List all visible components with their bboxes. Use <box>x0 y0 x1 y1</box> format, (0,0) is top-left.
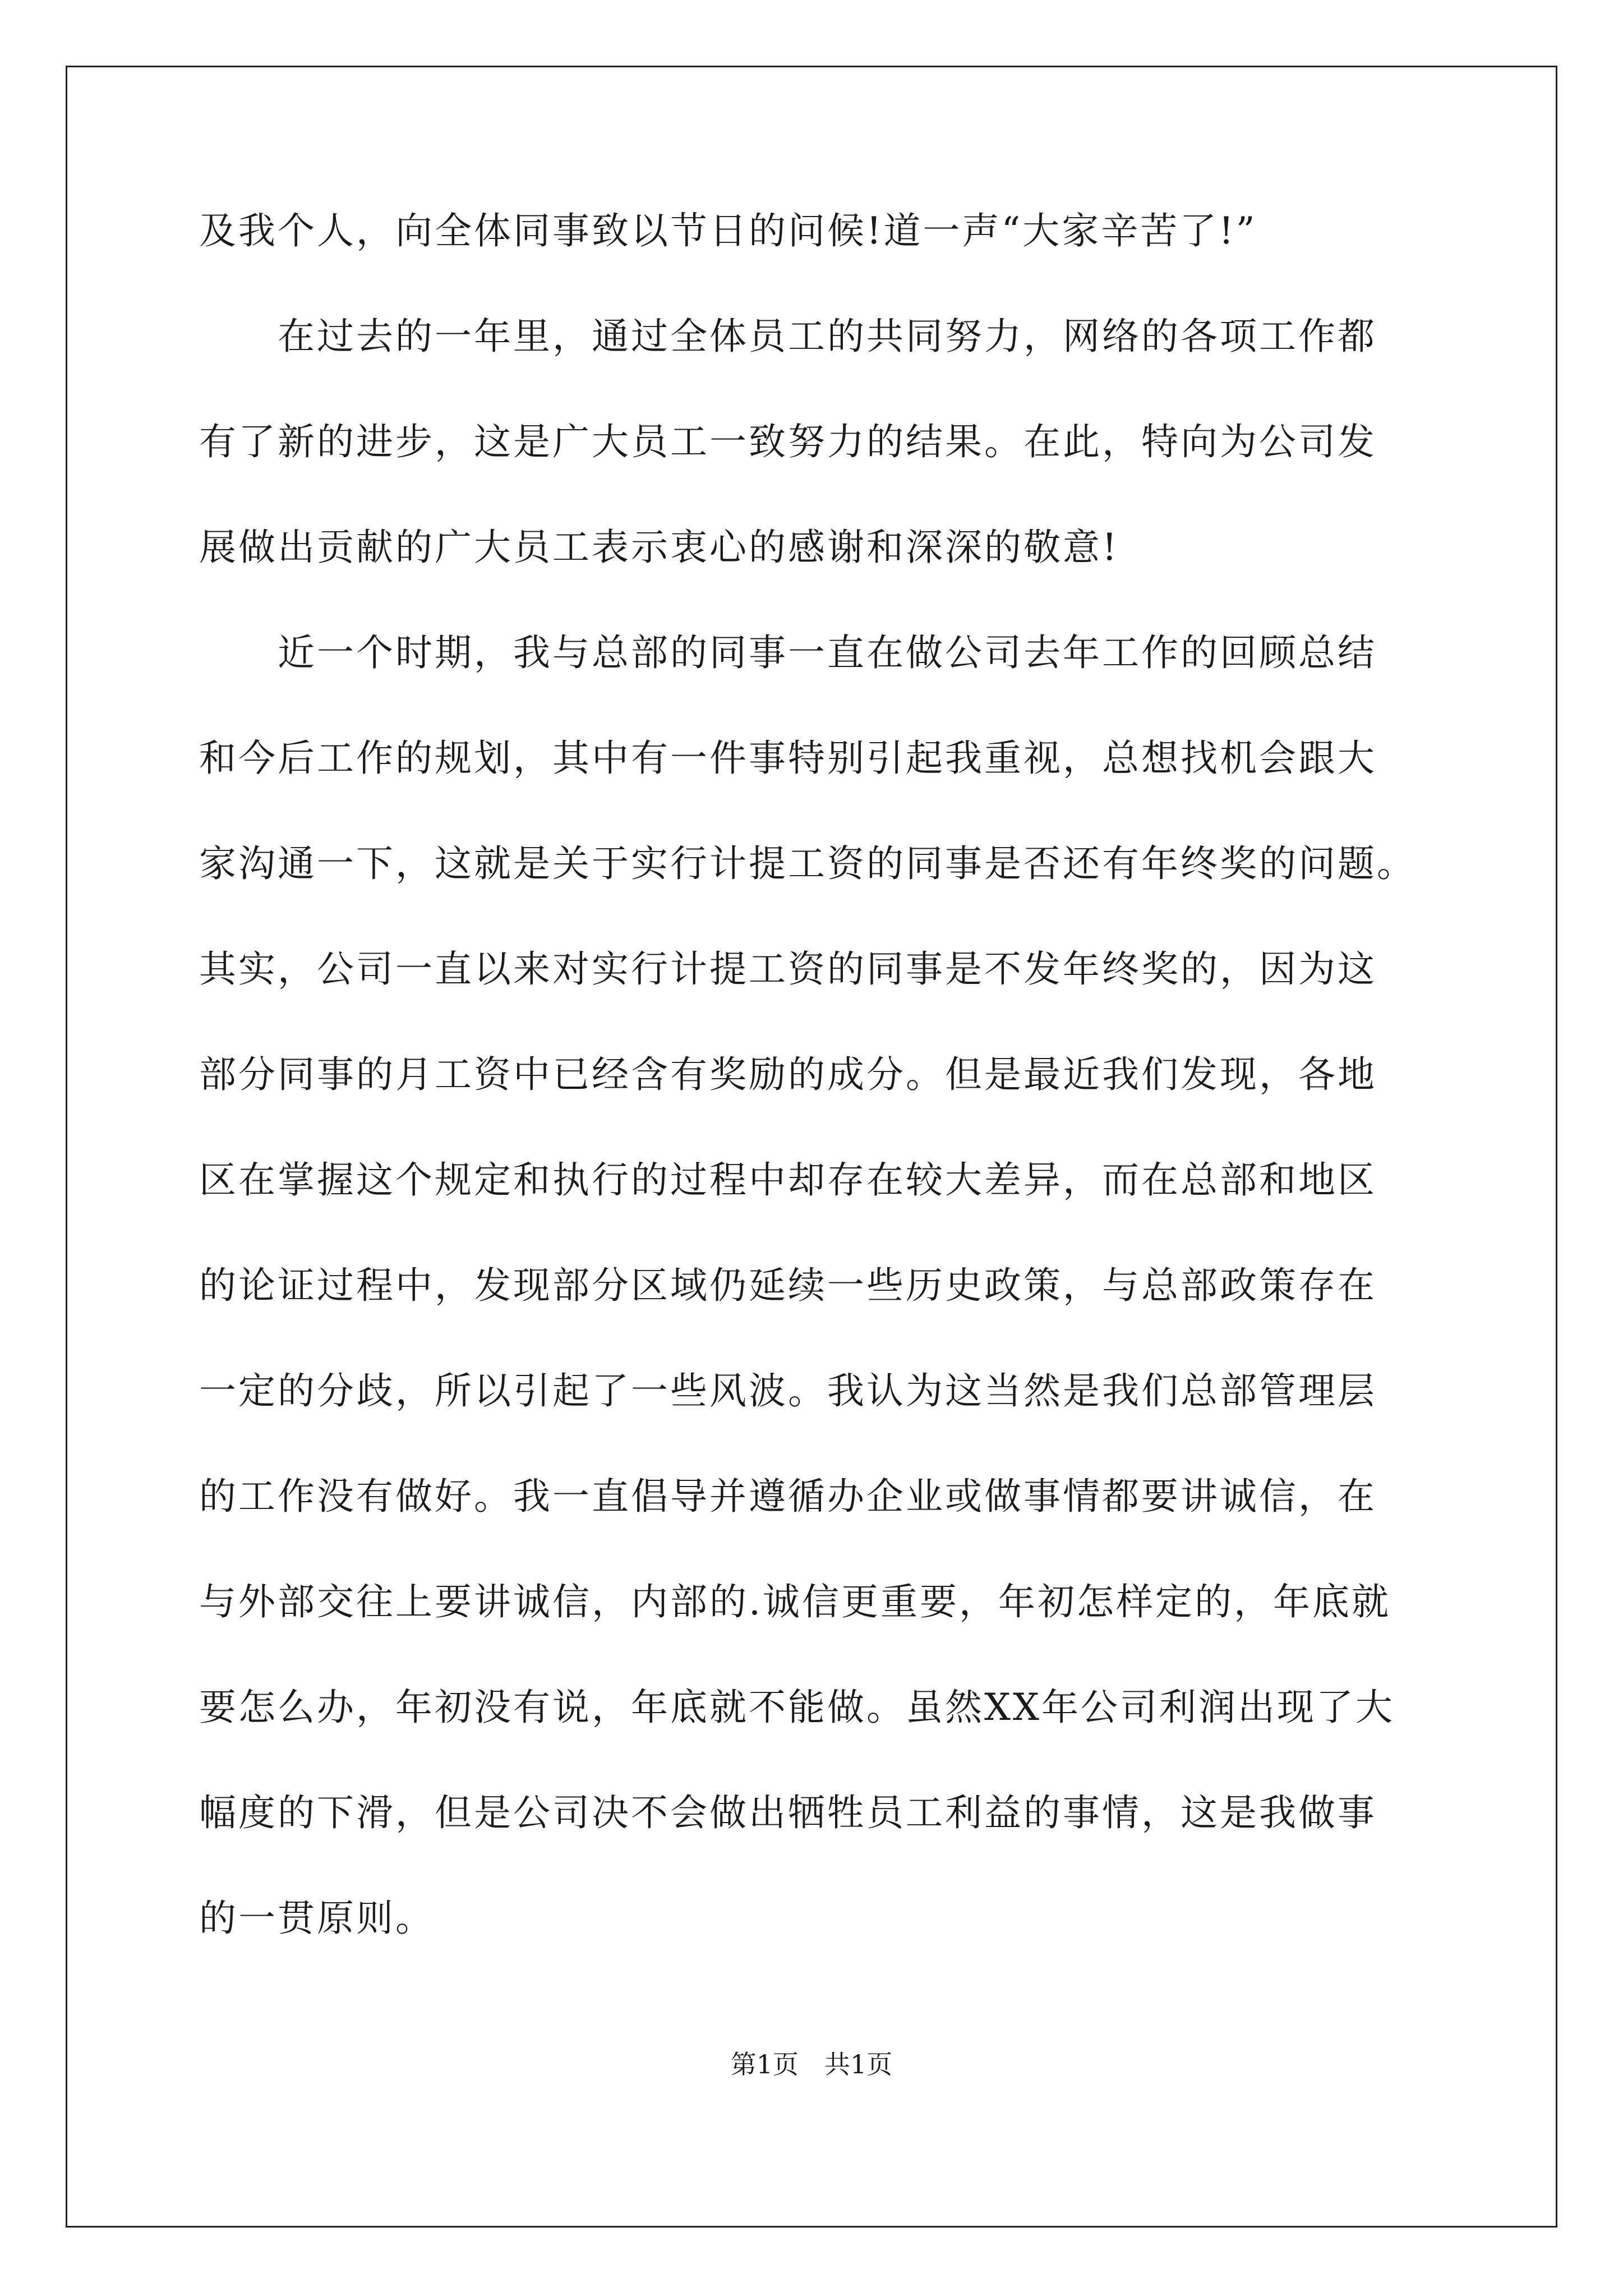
body-line: 幅度的下滑，但是公司决不会做出牺牲员工利益的事情，这是我做事 <box>199 1791 1377 1834</box>
body-line: 与外部交往上要讲诚信，内部的.诚信更重要，年初怎样定的，年底就 <box>199 1580 1391 1623</box>
body-line: 和今后工作的规划，其中有一件事特别引起我重视，总想找机会跟大 <box>199 737 1377 780</box>
body-line: 的一贯原则。 <box>199 1897 435 1940</box>
body-line: 的论证过程中，发现部分区域仍延续一些历史政策，与总部政策存在 <box>199 1264 1377 1307</box>
body-line: 及我个人，向全体同事致以节日的问候!道一声“大家辛苦了!” <box>199 209 1257 252</box>
body-line: 部分同事的月工资中已经含有奖励的成分。但是最近我们发现，各地 <box>199 1053 1377 1096</box>
body-line: 展做出贡献的广大员工表示衷心的感谢和深深的敬意! <box>199 526 1119 569</box>
body-line: 家沟通一下，这就是关于实行计提工资的同事是否还有年终奖的问题。 <box>199 842 1416 885</box>
body-line: 有了新的进步，这是广大员工一致努力的结果。在此，特向为公司发 <box>199 420 1377 463</box>
body-line: 其实，公司一直以来对实行计提工资的同事是不发年终奖的，因为这 <box>199 947 1377 991</box>
body-line: 在过去的一年里，通过全体员工的共同努力，网络的各项工作都 <box>199 315 1377 358</box>
body-line: 一定的分歧，所以引起了一些风波。我认为这当然是我们总部管理层 <box>199 1369 1377 1412</box>
body-line: 要怎么办，年初没有说，年底就不能做。虽然XX年公司利润出现了大 <box>199 1686 1395 1729</box>
body-line: 的工作没有做好。我一直倡导并遵循办企业或做事情都要讲诚信，在 <box>199 1475 1377 1518</box>
page-number: 第1页 共1页 <box>730 2049 893 2079</box>
body-line: 区在掌握这个规定和执行的过程中却存在较大差异，而在总部和地区 <box>199 1158 1377 1202</box>
body-line: 近一个时期，我与总部的同事一直在做公司去年工作的回顾总结 <box>199 631 1377 674</box>
